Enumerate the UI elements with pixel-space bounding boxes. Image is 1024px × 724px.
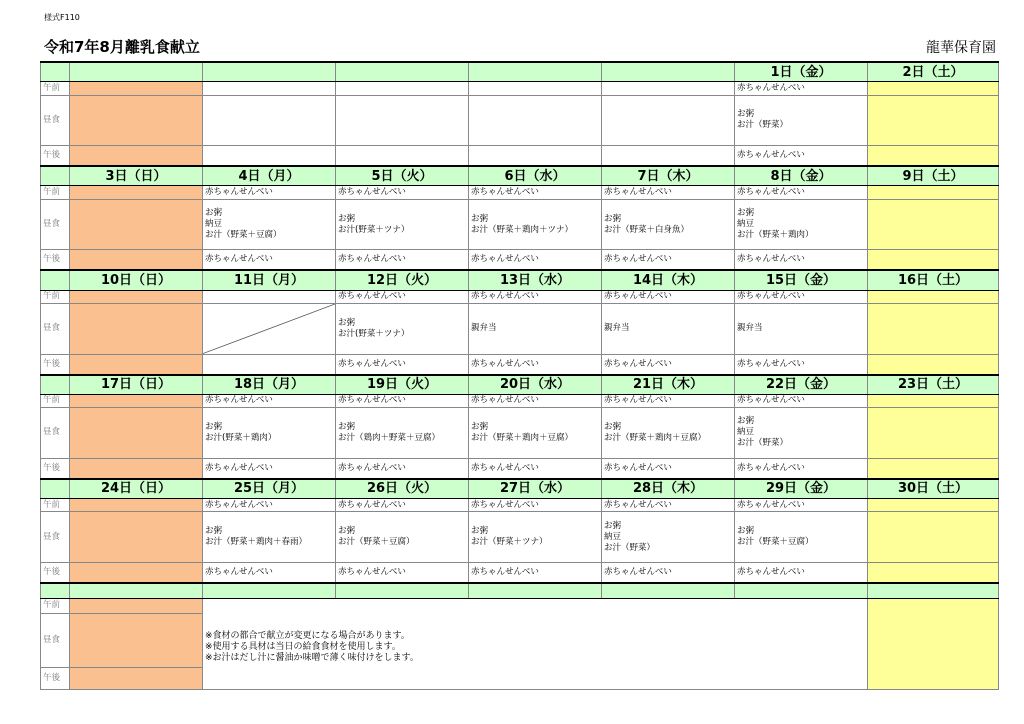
pm-snack-cell (336, 146, 469, 167)
lunch-cell (868, 408, 999, 459)
am-row (41, 82, 999, 95)
day-header: 3日（日） (70, 166, 203, 186)
day-header: 19日（火） (336, 375, 469, 395)
am-snack-cell (868, 186, 999, 199)
lunch-item: お汁（野菜＋鶏肉＋春雨） (205, 537, 308, 548)
page-title: 令和7年8月離乳食献立 (44, 38, 200, 56)
am-snack-cell: 赤ちゃんせんべい (203, 498, 336, 511)
lunch-item: お粥 (205, 208, 223, 219)
lunch-item: お粥 (737, 416, 755, 427)
organization-name: 龍華保育園 (926, 40, 996, 56)
am-snack-cell (868, 498, 999, 511)
row-label-lunch: 昼食 (41, 408, 70, 459)
lunch-item: お粥 (471, 213, 489, 224)
day-header (602, 62, 735, 82)
lunch-item: お汁（野菜） (604, 542, 656, 553)
note-line: ※食材の都合で献立が変更になる場合があります。 (205, 630, 410, 641)
lunch-item: 納豆 (205, 219, 223, 230)
row-label-pm: 午後 (41, 354, 70, 375)
lunch-cell (868, 199, 999, 250)
day-header: 7日（木） (602, 166, 735, 186)
day-header: 22日（金） (735, 375, 868, 395)
am-snack-cell (868, 82, 999, 95)
lunch-cell (602, 95, 735, 146)
lunch-item: お粥 (471, 526, 489, 537)
day-header: 30日（土） (868, 479, 999, 499)
am-snack-cell (70, 498, 203, 511)
pm-snack-cell: 赤ちゃんせんべい (203, 458, 336, 479)
lunch-cell (602, 303, 735, 354)
lunch-item: お汁（野菜＋鶏肉＋豆腐） (471, 432, 574, 443)
week-header-row (41, 270, 999, 290)
form-number: 様式F110 (44, 13, 80, 22)
am-row (41, 498, 999, 511)
pm-snack-cell (203, 354, 336, 375)
day-header: 27日（水） (469, 479, 602, 499)
lunch-cell (336, 199, 469, 250)
pm-snack-cell (868, 562, 999, 583)
day-header: 21日（木） (602, 375, 735, 395)
pm-snack-cell: 赤ちゃんせんべい (336, 458, 469, 479)
lunch-cell (469, 199, 602, 250)
day-header: 14日（木） (602, 270, 735, 290)
am-snack-cell (602, 82, 735, 95)
row-label-pm: 午後 (41, 668, 70, 690)
note-line: ※使用する具材は当日の給食食材を使用します。 (205, 641, 401, 652)
pm-snack-cell: 赤ちゃんせんべい (602, 562, 735, 583)
pm-snack-cell (868, 458, 999, 479)
am-row (41, 599, 999, 613)
lunch-cell (735, 199, 868, 250)
lunch-item: お汁（野菜＋鶏肉） (737, 230, 814, 241)
day-header: 10日（日） (70, 270, 203, 290)
pm-row (41, 250, 999, 271)
pm-snack-cell (203, 146, 336, 167)
am-snack-cell: 赤ちゃんせんべい (469, 394, 602, 407)
pm-snack-cell: 赤ちゃんせんべい (469, 562, 602, 583)
lunch-item: お汁（野菜＋ツナ） (471, 537, 548, 548)
lunch-cell (868, 512, 999, 563)
lunch-cell (469, 303, 602, 354)
lunch-item: お粥 (737, 109, 755, 120)
pm-snack-cell: 赤ちゃんせんべい (602, 354, 735, 375)
day-header: 6日（水） (469, 166, 602, 186)
week-header-row (41, 62, 999, 82)
lunch-item: お粥 (338, 421, 356, 432)
day-header: 23日（土） (868, 375, 999, 395)
pm-snack-cell: 赤ちゃんせんべい (735, 146, 868, 167)
lunch-item: 親弁当 (604, 323, 630, 334)
holiday-slash (203, 304, 335, 354)
am-snack-cell (868, 394, 999, 407)
lunch-item: お汁(野菜＋鶏肉） (205, 432, 277, 443)
pm-snack-cell: 赤ちゃんせんべい (336, 250, 469, 271)
am-snack-cell (70, 599, 203, 613)
day-header: 28日（木） (602, 479, 735, 499)
lunch-item: お汁（野菜＋鶏肉＋豆腐） (604, 432, 707, 443)
lunch-cell (70, 199, 203, 250)
lunch-item: 納豆 (737, 219, 755, 230)
lunch-item: 親弁当 (737, 323, 763, 334)
lunch-cell (469, 512, 602, 563)
lunch-item: お汁（野菜＋豆腐） (338, 537, 415, 548)
row-label-pm: 午後 (41, 146, 70, 167)
lunch-item: お粥 (604, 520, 622, 531)
lunch-cell (203, 408, 336, 459)
lunch-row (41, 512, 999, 563)
am-snack-cell: 赤ちゃんせんべい (602, 186, 735, 199)
day-header: 5日（火） (336, 166, 469, 186)
lunch-cell (203, 512, 336, 563)
pm-snack-cell (70, 146, 203, 167)
lunch-cell (70, 512, 203, 563)
day-header (41, 583, 70, 598)
day-header: 25日（月） (203, 479, 336, 499)
pm-snack-cell: 赤ちゃんせんべい (469, 458, 602, 479)
lunch-item: お粥 (604, 421, 622, 432)
pm-snack-cell: 赤ちゃんせんべい (203, 562, 336, 583)
week-header-row (41, 375, 999, 395)
day-header: 12日（火） (336, 270, 469, 290)
menu-table (40, 61, 999, 690)
day-header: 17日（日） (70, 375, 203, 395)
am-snack-cell (868, 290, 999, 303)
pm-snack-cell: 赤ちゃんせんべい (602, 250, 735, 271)
lunch-cell (70, 303, 203, 354)
lunch-item: 親弁当 (471, 323, 497, 334)
lunch-item: 納豆 (604, 531, 622, 542)
lunch-item: お粥 (338, 526, 356, 537)
header-corner (41, 166, 70, 186)
lunch-item: お粥 (737, 208, 755, 219)
lunch-cell (735, 512, 868, 563)
day-header: 9日（土） (868, 166, 999, 186)
am-snack-cell (336, 82, 469, 95)
am-row (41, 394, 999, 407)
day-header: 2日（土） (868, 62, 999, 82)
lunch-cell (70, 408, 203, 459)
lunch-item: お汁（野菜＋鶏肉＋ツナ） (471, 224, 574, 235)
lunch-item: お汁（野菜） (737, 120, 789, 131)
lunch-cell (602, 408, 735, 459)
header-corner (41, 479, 70, 499)
day-header: 11日（月） (203, 270, 336, 290)
am-snack-cell (868, 599, 999, 690)
am-snack-cell: 赤ちゃんせんべい (203, 394, 336, 407)
lunch-row (41, 303, 999, 354)
lunch-item: お汁（野菜） (737, 438, 789, 449)
lunch-cell (735, 303, 868, 354)
lunch-row (41, 95, 999, 146)
am-snack-cell (70, 290, 203, 303)
lunch-cell (602, 512, 735, 563)
am-snack-cell (70, 394, 203, 407)
day-header (70, 62, 203, 82)
row-label-pm: 午後 (41, 562, 70, 583)
lunch-cell (203, 199, 336, 250)
lunch-item: お汁(野菜＋ツナ） (338, 328, 410, 339)
pm-snack-cell: 赤ちゃんせんべい (735, 354, 868, 375)
am-snack-cell (70, 186, 203, 199)
am-snack-cell: 赤ちゃんせんべい (735, 186, 868, 199)
pm-snack-cell: 赤ちゃんせんべい (469, 354, 602, 375)
row-label-am: 午前 (41, 599, 70, 613)
lunch-cell (735, 95, 868, 146)
row-label-am: 午前 (41, 498, 70, 511)
am-snack-cell: 赤ちゃんせんべい (336, 186, 469, 199)
lunch-item: お汁（野菜＋豆腐） (737, 537, 814, 548)
lunch-cell (70, 613, 203, 668)
pm-row (41, 562, 999, 583)
day-header (336, 62, 469, 82)
pm-snack-cell (70, 250, 203, 271)
day-header (602, 583, 735, 598)
lunch-row (41, 408, 999, 459)
pm-snack-cell (70, 562, 203, 583)
pm-row (41, 458, 999, 479)
day-header (203, 583, 336, 598)
pm-row (41, 354, 999, 375)
day-header: 20日（水） (469, 375, 602, 395)
lunch-item: お粥 (338, 213, 356, 224)
am-snack-cell: 赤ちゃんせんべい (602, 290, 735, 303)
pm-snack-cell (868, 250, 999, 271)
lunch-cell (203, 303, 336, 354)
row-label-am: 午前 (41, 186, 70, 199)
day-header: 24日（日） (70, 479, 203, 499)
row-label-lunch: 昼食 (41, 95, 70, 146)
pm-snack-cell: 赤ちゃんせんべい (203, 250, 336, 271)
lunch-item: お粥 (338, 317, 356, 328)
pm-snack-cell (70, 668, 203, 690)
lunch-item: お粥 (205, 526, 223, 537)
pm-snack-cell: 赤ちゃんせんべい (735, 562, 868, 583)
am-snack-cell (469, 82, 602, 95)
am-snack-cell: 赤ちゃんせんべい (203, 186, 336, 199)
pm-snack-cell: 赤ちゃんせんべい (336, 562, 469, 583)
day-header (70, 583, 203, 598)
week-header-row (41, 583, 999, 598)
lunch-item: 納豆 (737, 427, 755, 438)
row-label-pm: 午後 (41, 458, 70, 479)
am-row (41, 290, 999, 303)
lunch-item: お粥 (205, 421, 223, 432)
pm-snack-cell: 赤ちゃんせんべい (336, 354, 469, 375)
lunch-cell (469, 95, 602, 146)
pm-snack-cell (868, 146, 999, 167)
am-snack-cell: 赤ちゃんせんべい (469, 290, 602, 303)
lunch-cell (469, 408, 602, 459)
pm-snack-cell (868, 354, 999, 375)
row-label-am: 午前 (41, 290, 70, 303)
am-row (41, 186, 999, 199)
row-label-am: 午前 (41, 394, 70, 407)
day-header: 16日（土） (868, 270, 999, 290)
row-label-lunch: 昼食 (41, 613, 70, 668)
pm-snack-cell (70, 354, 203, 375)
day-header: 8日（金） (735, 166, 868, 186)
row-label-am: 午前 (41, 82, 70, 95)
am-snack-cell (203, 82, 336, 95)
am-snack-cell: 赤ちゃんせんべい (336, 290, 469, 303)
day-header: 29日（金） (735, 479, 868, 499)
lunch-cell (336, 512, 469, 563)
lunch-item: お粥 (471, 421, 489, 432)
lunch-item: お粥 (604, 213, 622, 224)
note-line: ※お汁はだし汁に醤油か味噌で薄く味付けをします。 (205, 652, 419, 663)
day-header: 1日（金） (735, 62, 868, 82)
am-snack-cell: 赤ちゃんせんべい (336, 394, 469, 407)
row-label-lunch: 昼食 (41, 512, 70, 563)
row-label-pm: 午後 (41, 250, 70, 271)
am-snack-cell: 赤ちゃんせんべい (735, 498, 868, 511)
am-snack-cell: 赤ちゃんせんべい (735, 82, 868, 95)
day-header (203, 62, 336, 82)
day-header (735, 583, 868, 598)
header-corner (41, 62, 70, 82)
pm-snack-cell (602, 146, 735, 167)
day-header (469, 583, 602, 598)
day-header (469, 62, 602, 82)
am-snack-cell (203, 290, 336, 303)
lunch-item: お汁（鶏肉＋野菜＋豆腐） (338, 432, 441, 443)
am-snack-cell: 赤ちゃんせんべい (469, 186, 602, 199)
day-header: 15日（金） (735, 270, 868, 290)
am-snack-cell: 赤ちゃんせんべい (336, 498, 469, 511)
day-header: 4日（月） (203, 166, 336, 186)
am-snack-cell: 赤ちゃんせんべい (602, 498, 735, 511)
pm-snack-cell: 赤ちゃんせんべい (469, 250, 602, 271)
lunch-cell (203, 95, 336, 146)
pm-snack-cell (469, 146, 602, 167)
lunch-cell (336, 408, 469, 459)
day-header: 13日（水） (469, 270, 602, 290)
lunch-item: お汁（野菜＋白身魚） (604, 224, 690, 235)
lunch-cell (868, 303, 999, 354)
am-snack-cell: 赤ちゃんせんべい (735, 394, 868, 407)
lunch-item: お汁（野菜＋豆腐） (205, 230, 282, 241)
lunch-cell (70, 95, 203, 146)
week-header-row (41, 479, 999, 499)
pm-snack-cell: 赤ちゃんせんべい (602, 458, 735, 479)
lunch-cell (735, 408, 868, 459)
lunch-cell (602, 199, 735, 250)
pm-snack-cell: 赤ちゃんせんべい (735, 250, 868, 271)
row-label-lunch: 昼食 (41, 199, 70, 250)
notes-box (203, 599, 868, 690)
lunch-cell (336, 95, 469, 146)
am-snack-cell: 赤ちゃんせんべい (602, 394, 735, 407)
header-corner (41, 270, 70, 290)
header-corner (41, 375, 70, 395)
lunch-item: お汁(野菜＋ツナ） (338, 224, 410, 235)
lunch-row (41, 199, 999, 250)
am-snack-cell (70, 82, 203, 95)
pm-snack-cell: 赤ちゃんせんべい (735, 458, 868, 479)
day-header: 26日（火） (336, 479, 469, 499)
pm-row (41, 146, 999, 167)
lunch-item: お粥 (737, 526, 755, 537)
day-header (868, 583, 999, 598)
day-header (336, 583, 469, 598)
am-snack-cell: 赤ちゃんせんべい (469, 498, 602, 511)
row-label-lunch: 昼食 (41, 303, 70, 354)
week-header-row (41, 166, 999, 186)
lunch-cell (868, 95, 999, 146)
lunch-cell (336, 303, 469, 354)
day-header: 18日（月） (203, 375, 336, 395)
am-snack-cell: 赤ちゃんせんべい (735, 290, 868, 303)
pm-snack-cell (70, 458, 203, 479)
